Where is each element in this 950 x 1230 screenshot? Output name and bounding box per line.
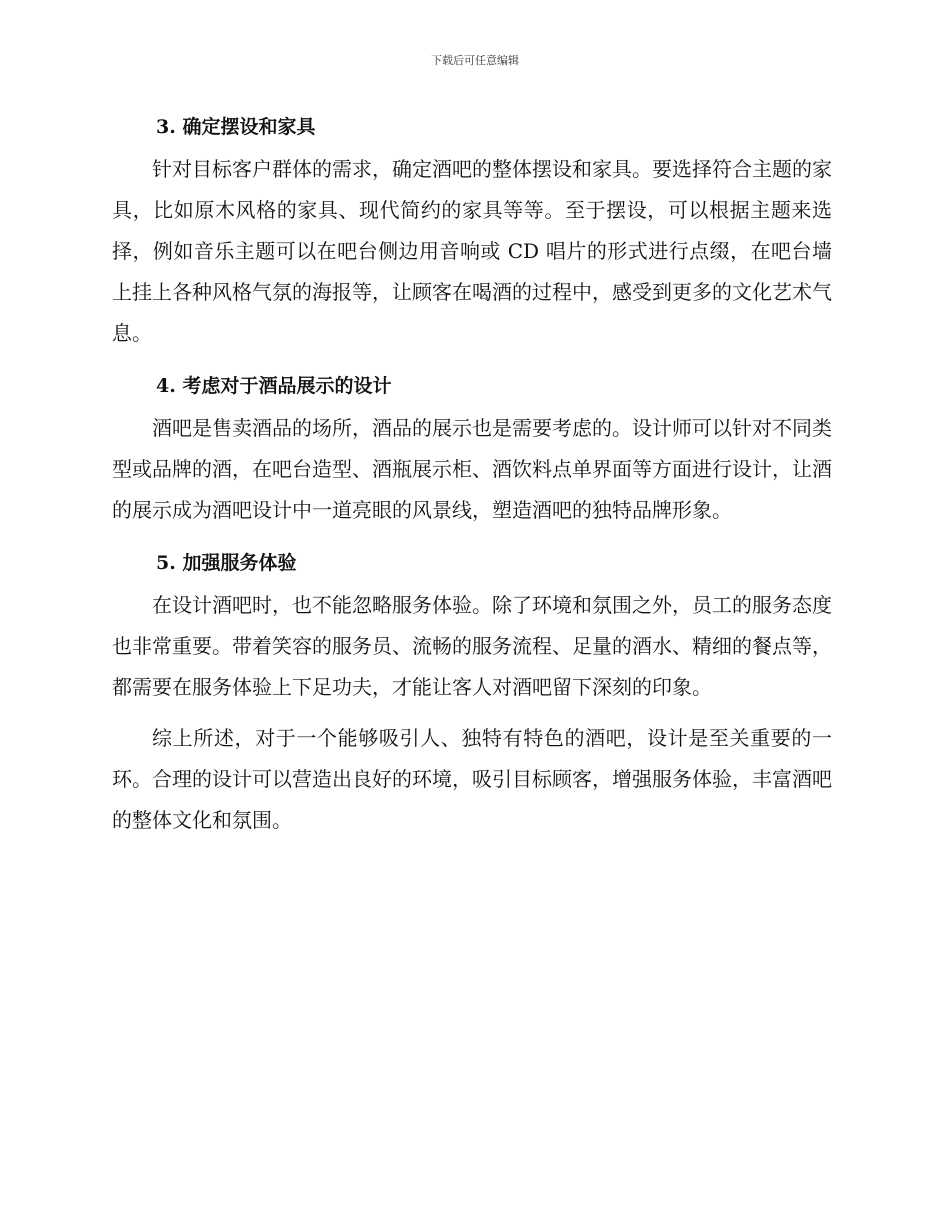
document-body	[112, 105, 832, 841]
section-4-paragraph: 酒吧是售卖酒品的场所，酒品的展示也是需要考虑的。设计师可以针对不同类型或品牌的酒，在吧台造型、酒瓶展示柜、酒饮料点单界面等方面进行设计，让酒的展示成为酒吧设计中一道亮眼的风景线，塑造酒吧的独特品牌形象。	[112, 416, 832, 522]
conclusion-paragraph: 综上所述，对于一个能够吸引人、独特有特色的酒吧，设计是至关重要的一环。合理的设计可以营造出良好的环境，吸引目标顾客，增强服务体验，丰富酒吧的整体文化和氛围。	[112, 726, 832, 832]
section-heading-5: 5. 加强服务体验	[156, 552, 297, 574]
section-5-paragraph: 在设计酒吧时，也不能忽略服务体验。除了环境和氛围之外，员工的服务态度也非常重要。带着笑容的服务员、流畅的服务流程、足量的酒水、精细的餐点等，都需要在服务体验上下足功夫，才能让客人对酒吧留下深刻的印象。	[112, 593, 832, 699]
page-header: 下载后可任意编辑	[431, 54, 519, 67]
section-heading-4: 4. 考虑对于酒品展示的设计	[156, 375, 392, 397]
section-heading-3: 3. 确定摆设和家具	[156, 116, 316, 138]
section-3-paragraph: 针对目标客户群体的需求，确定酒吧的整体摆设和家具。要选择符合主题的家具，比如原木风格的家具、现代简约的家具等等。至于摆设，可以根据主题来选择，例如音乐主题可以在吧台侧边用音响或 CD 唱片的形式进行点缀，在吧台墙上挂上各种风格气氛的海报等，让顾客在喝酒的过程中，感受到更多的文化艺术气息。	[112, 157, 832, 345]
